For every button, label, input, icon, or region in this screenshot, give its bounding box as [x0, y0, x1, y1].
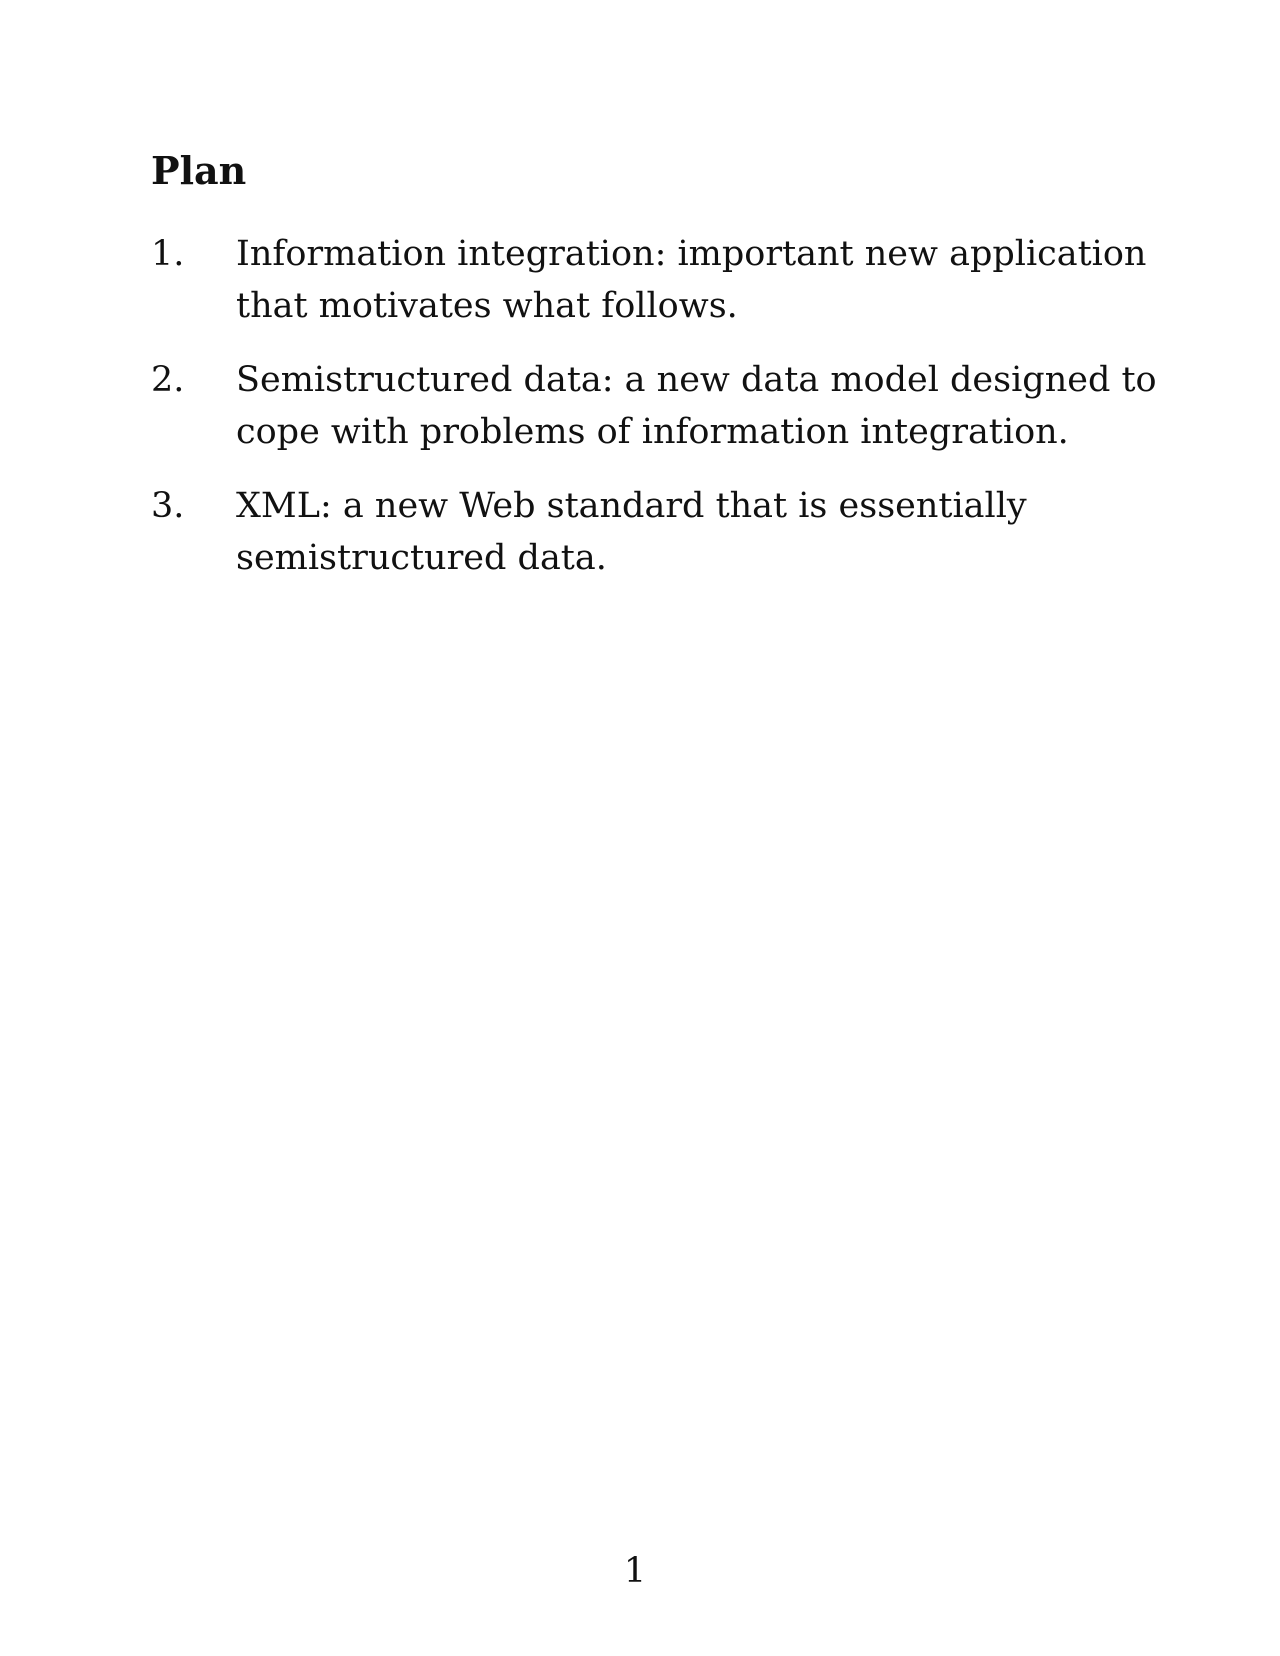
plan-item-number: 3.	[151, 486, 185, 526]
plan-item-number: 2.	[151, 360, 185, 400]
plan-item-3	[151, 480, 1161, 584]
plan-item-text: XML: a new Web standard that is essentially semistructured data.	[236, 486, 1027, 578]
plan-item-text: Semistructured data: a new data model designed to cope with problems of information integration.	[236, 360, 1157, 452]
plan-item-2	[151, 354, 1161, 458]
plan-item-number: 1.	[151, 234, 185, 274]
plan-item-1	[151, 228, 1161, 332]
plan-item-text: Information integration: important new application that motivates what follows.	[236, 234, 1147, 326]
plan-list	[151, 228, 1161, 606]
page-title: Plan	[151, 148, 247, 193]
page-number: 1	[623, 1551, 647, 1591]
